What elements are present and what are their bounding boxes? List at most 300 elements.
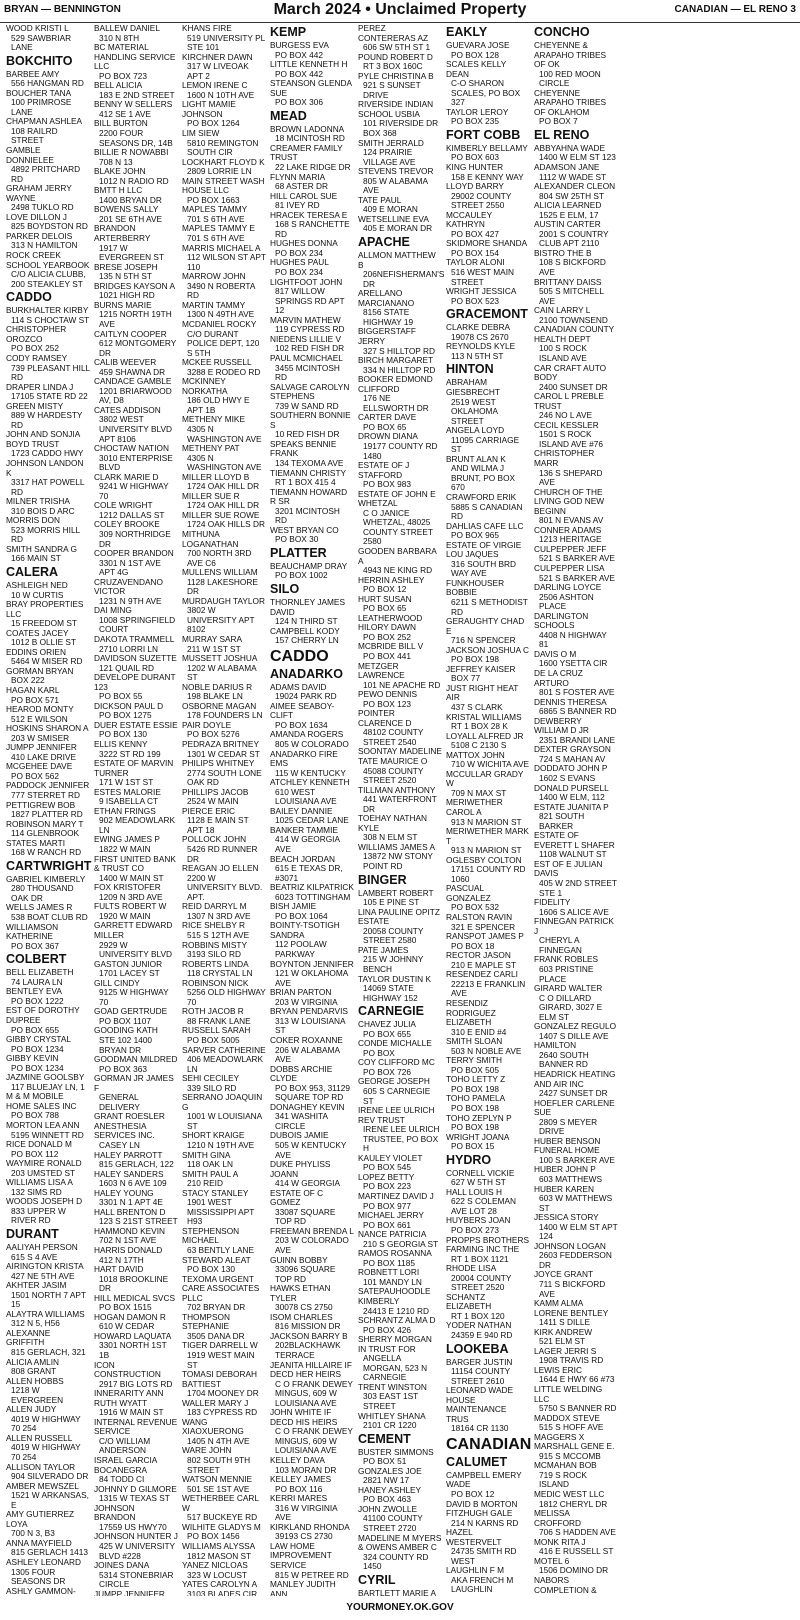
owner-address: 615 S 4 AVE bbox=[11, 1251, 58, 1262]
owner-address: 1812 CHERYL DR bbox=[539, 1498, 608, 1509]
listing-entry bbox=[446, 913, 530, 932]
owner-name: COATES JACEY bbox=[6, 627, 69, 638]
owner-address: 113 N 5TH ST bbox=[451, 350, 504, 361]
listing-entry bbox=[534, 163, 618, 182]
listing-entry bbox=[270, 1284, 354, 1313]
owner-name: KIRCHNER DAWN bbox=[182, 51, 253, 62]
owner-name: POUND ROBERT D bbox=[358, 51, 433, 62]
owner-name: HUBER JOHN P bbox=[534, 1164, 596, 1175]
owner-address: 1025 CEDAR LANE bbox=[275, 815, 349, 826]
owner-address: 74 LAURA LN bbox=[11, 976, 63, 987]
listing-entry bbox=[182, 921, 266, 940]
city-heading: GRACEMONT bbox=[446, 307, 528, 322]
owner-name: MICHAEL JERRY bbox=[358, 1210, 424, 1221]
listing-entry bbox=[182, 1189, 266, 1227]
owner-address: PO BOX 1064 bbox=[275, 910, 328, 921]
owner-name: SKIDMORE SHANDA bbox=[446, 238, 528, 249]
owner-address: PO BOX 1222 bbox=[11, 995, 64, 1006]
owner-address: PO BOX 523 bbox=[451, 295, 499, 306]
owner-name: ESTATE OF MARVIN TURNER bbox=[94, 758, 174, 778]
listing-entry bbox=[358, 1486, 442, 1505]
owner-name: PASCUAL GONZALEZ bbox=[446, 883, 491, 903]
owner-name: CLARKE DEBRA bbox=[446, 322, 511, 333]
owner-name: FLYNN MARIA bbox=[270, 171, 326, 182]
owner-address: 1501 S ROCK ISLAND AVE #76 bbox=[539, 429, 603, 449]
owner-address: 6023 TOTTINGHAM bbox=[275, 891, 351, 902]
owner-address: ANGELLA MORGAN, 523 N CARNEGIE bbox=[363, 1353, 428, 1383]
owner-name: DROWN DIANA bbox=[358, 431, 418, 442]
owner-address: 18 MCINTOSH RD bbox=[275, 133, 345, 144]
listing-entry bbox=[182, 1542, 266, 1561]
owner-name: BRIAN PARTON bbox=[270, 987, 332, 998]
listing-entry bbox=[446, 1528, 530, 1566]
listing-entry bbox=[534, 1385, 618, 1414]
listing-entry bbox=[182, 244, 266, 273]
owner-name: CORNELL VICKIE bbox=[446, 1167, 515, 1178]
owner-address: 913 N MARION ST bbox=[451, 845, 522, 856]
owner-address: CHERYL A FINNEGAN bbox=[539, 935, 582, 955]
owner-name: AALIYAH PERSON bbox=[6, 1241, 78, 1252]
listing-entry bbox=[270, 921, 354, 959]
owner-name: MOTEL 6 bbox=[534, 1555, 570, 1566]
owner-name: DUKE PHYLISS JOANN bbox=[270, 1159, 331, 1179]
listing-entry bbox=[6, 184, 90, 213]
owner-name: KAULEY VIOLET bbox=[358, 1152, 423, 1163]
owner-name: BOWENS SALLY bbox=[94, 204, 159, 215]
owner-address: PO BOX 15 bbox=[451, 1141, 495, 1152]
owner-address: 2001 S COUNTRY CLUB APT 2110 bbox=[539, 228, 609, 249]
listing-entry bbox=[270, 1523, 354, 1542]
listing-entry bbox=[358, 757, 442, 786]
listing-entry bbox=[6, 1558, 90, 1587]
owner-address: 1212 DALLAS ST bbox=[99, 509, 165, 520]
listing-entry bbox=[446, 342, 530, 361]
listing-entry bbox=[446, 426, 530, 455]
owner-address: PO BOX 442 bbox=[275, 49, 323, 60]
owner-address: 11095 CARRIAGE ST bbox=[451, 434, 520, 455]
owner-address: 2351 BRANDI LANE bbox=[539, 734, 616, 745]
owner-address: 3010 ENTERPRISE BLVD bbox=[99, 452, 173, 473]
listing-entry bbox=[270, 1160, 354, 1189]
owner-address: 24413 E 1210 RD bbox=[363, 1305, 429, 1316]
listing-entry bbox=[534, 803, 618, 832]
county-heading: CANADIAN bbox=[446, 1435, 532, 1453]
listing-entry bbox=[534, 1557, 618, 1576]
owner-address: 158 E KENNY WAY bbox=[451, 171, 524, 182]
owner-address: 612 MONTGOMERY DR bbox=[99, 338, 177, 358]
listing-entry bbox=[182, 1046, 266, 1075]
listing-entry bbox=[182, 272, 266, 301]
owner-address: 711 S BICKFORD AVE bbox=[539, 1279, 606, 1299]
owner-name: BISH JAMIE bbox=[270, 901, 317, 912]
listing-entry bbox=[6, 1434, 90, 1463]
owner-name: BIGGERSTAFF JERRY bbox=[358, 326, 416, 346]
owner-address: 33096 SQUARE TOP RD bbox=[275, 1264, 336, 1284]
owner-name: TERRY SMITH bbox=[446, 1055, 502, 1066]
owner-name: HALL LOUIS H bbox=[446, 1186, 502, 1197]
listing-entry bbox=[182, 473, 266, 492]
owner-address: 1701 LACEY ST bbox=[99, 968, 160, 979]
owner-address: 3455 MCINTOSH RD bbox=[275, 362, 340, 383]
owner-address: 6865 S BANNER RD bbox=[539, 706, 617, 717]
owner-name: CAMPBELL EMERY WADE bbox=[446, 1469, 522, 1490]
owner-name: JOHNSON BRANDON bbox=[94, 1502, 136, 1523]
listing-entry bbox=[94, 1561, 178, 1590]
owner-name: DONALD PURSELL bbox=[534, 782, 609, 793]
owner-name: EST OF E JULIAN DAVIS bbox=[534, 858, 603, 879]
owner-address: 889 W HARDESTY RD bbox=[11, 410, 83, 430]
listing-entry bbox=[182, 1399, 266, 1418]
listing-entry bbox=[94, 1208, 178, 1227]
owner-name: HRACEK TERESA E bbox=[270, 209, 348, 220]
listing-entry bbox=[270, 239, 354, 258]
owner-name: FOX KRISTOFER bbox=[94, 882, 161, 893]
owner-name: PHILIPS WHITNEY bbox=[182, 758, 255, 769]
listing-entry bbox=[182, 1313, 266, 1342]
owner-address: 114 GLENBROOK bbox=[11, 828, 80, 839]
owner-name: CAROL L PREBLE TRUST bbox=[534, 391, 604, 411]
owner-name: ROCK CREEK SCHOOL YEARBOOK bbox=[6, 250, 90, 270]
owner-name: CHURCH OF THE LIVING GOD NEW BEGINN bbox=[534, 486, 605, 516]
owner-address: 519 UNIVERSITY PL STE 101 bbox=[187, 32, 265, 53]
listing-entry bbox=[358, 413, 442, 432]
owner-address: 1724 OAK HILL DR bbox=[187, 481, 260, 492]
owner-name: BALLEW DANIEL bbox=[94, 24, 160, 33]
listing-entry bbox=[446, 732, 530, 751]
owner-address: 1405 N 4TH AVE bbox=[187, 1435, 250, 1446]
listing-entry bbox=[6, 1310, 90, 1329]
owner-address: 700 N 3, B3 bbox=[11, 1528, 55, 1539]
listing-entry bbox=[270, 1361, 354, 1409]
owner-address: 183 E 2ND STREET bbox=[99, 89, 175, 100]
owner-name: COOPER BRANDON bbox=[94, 548, 174, 559]
listing-entry bbox=[182, 635, 266, 654]
listing-entry bbox=[358, 1106, 442, 1154]
listing-entry bbox=[270, 354, 354, 383]
owner-address: 121 W OKLAHOMA AVE bbox=[275, 968, 348, 988]
owner-name: FITZHUGH GALE bbox=[446, 1508, 513, 1519]
owner-name: KELLEY JAMES bbox=[270, 1474, 332, 1485]
listing-entry bbox=[446, 1471, 530, 1500]
listing-entry bbox=[6, 923, 90, 952]
column-5 bbox=[356, 24, 444, 1596]
owner-name: CALIB WEEVER bbox=[94, 357, 157, 368]
owner-name: ANADARKO FIRE EMS bbox=[270, 748, 338, 769]
owner-address: PO BOX 1275 bbox=[99, 710, 152, 721]
listing-entry bbox=[534, 1576, 618, 1596]
listing-entry bbox=[6, 1092, 90, 1121]
listing-entry bbox=[6, 1243, 90, 1262]
listing-entry bbox=[6, 497, 90, 516]
owner-address: PO BOX 441 bbox=[363, 651, 411, 661]
listing-entry bbox=[358, 289, 442, 327]
listing-entry bbox=[446, 182, 530, 211]
owner-name: BILL BURTON bbox=[94, 118, 148, 129]
listing-entry bbox=[94, 1389, 178, 1418]
listing-entry bbox=[534, 917, 618, 955]
owner-address: 115 W KENTUCKY bbox=[275, 767, 346, 778]
owner-name: ALAYTRA WILLIAMS bbox=[6, 1308, 85, 1319]
owner-address: 203 W SMISER bbox=[11, 732, 70, 743]
listing-entry bbox=[270, 440, 354, 469]
owner-address: 2640 SOUTH BANNER RD bbox=[539, 1049, 589, 1070]
listing-entry bbox=[446, 1595, 530, 1596]
owner-name: KIMBERLY BELLAMY bbox=[446, 142, 528, 153]
listing-entry bbox=[6, 1377, 90, 1406]
owner-name: ALLMON MATTHEW B bbox=[358, 250, 436, 270]
owner-name: ESTATE OF J STAFFORD bbox=[358, 460, 410, 480]
owner-address: 523 MORRIS HILL RD bbox=[11, 524, 80, 545]
owner-name: MURRAY SARA bbox=[182, 634, 243, 644]
owner-name: MCCAULEY KATHRYN bbox=[446, 209, 492, 230]
owner-address: 117 BLUEJAY LN, 1 bbox=[11, 1081, 85, 1092]
listing-entry bbox=[270, 1332, 354, 1361]
owner-name: CAITLYN COOPER bbox=[94, 328, 167, 339]
owner-address: 11154 COUNTY STREET 2610 bbox=[451, 1366, 511, 1386]
listing-entry bbox=[534, 220, 618, 249]
owner-address: 100 S BARKER AVE bbox=[539, 1154, 615, 1165]
listing-entry bbox=[182, 358, 266, 377]
owner-address: 1400 W ELM, 112 bbox=[539, 792, 605, 803]
listing-entry bbox=[446, 579, 530, 617]
listing-entry bbox=[182, 511, 266, 530]
owner-name: DONAGHEY KEVIN bbox=[270, 1101, 345, 1112]
listing-entry bbox=[6, 545, 90, 564]
owner-name: GRANT ROESLER ANESTHESIA SERVICES INC. bbox=[94, 1111, 165, 1141]
owner-address: 1501 NORTH 7 APT 15 bbox=[11, 1289, 86, 1310]
city-heading: CALUMET bbox=[446, 1454, 508, 1469]
owner-name: JUMPP JENNIFER bbox=[6, 742, 77, 753]
city-heading: ANADARKO bbox=[270, 666, 343, 681]
listing-entry bbox=[182, 81, 266, 100]
owner-address: 1307 N 3RD AVE bbox=[187, 910, 251, 921]
listing-entry bbox=[94, 740, 178, 759]
listing-entry bbox=[6, 1140, 90, 1159]
listing-entry bbox=[534, 392, 618, 421]
owner-name: BELL ALICIA bbox=[94, 80, 143, 91]
owner-name: GORMAN JR JAMES F bbox=[94, 1073, 174, 1093]
owner-address: 801 N EVANS AV bbox=[539, 515, 604, 526]
owner-address: 1901 WEST MISSISSIPPI APT H93 bbox=[187, 1197, 255, 1227]
owner-address: PO BOX 426 bbox=[363, 1324, 411, 1335]
listing-entry bbox=[270, 598, 354, 627]
owner-name: YODER NATHAN bbox=[446, 1320, 512, 1331]
owner-name: CANADIAN COUNTY HEALTH DEPT bbox=[534, 324, 615, 344]
listing-entry bbox=[358, 889, 442, 908]
owner-address: 913 N MARION ST bbox=[451, 816, 522, 827]
owner-name: AUSTIN CARTER bbox=[534, 219, 601, 230]
owner-address: PO BOX 603 bbox=[451, 152, 499, 163]
owner-address: PO BOX 116 bbox=[275, 1483, 323, 1494]
listing-entry bbox=[534, 764, 618, 783]
owner-name: ALLEN RUSSELL bbox=[6, 1432, 73, 1443]
listing-entry bbox=[182, 377, 266, 415]
column-2 bbox=[92, 24, 180, 1596]
owner-name: FUNKHOUSER BOBBIE bbox=[446, 577, 505, 598]
listing-entry bbox=[94, 1246, 178, 1265]
listing-entry bbox=[534, 1442, 618, 1461]
owner-address: PO BOX 51 bbox=[363, 1456, 407, 1467]
listing-entry bbox=[270, 1103, 354, 1132]
listing-entry bbox=[270, 1065, 354, 1103]
owner-name: TAYLOR DUSTIN K bbox=[358, 973, 431, 984]
city-heading: FORT COBB bbox=[446, 127, 521, 142]
owner-name: CAR CRAFT AUTO BODY bbox=[534, 362, 607, 383]
owner-address: PO BOX 273 bbox=[451, 1224, 499, 1235]
owner-name: BOYNTON JENNIFER bbox=[270, 958, 354, 969]
owner-name: LITTLE WELDING LLC bbox=[534, 1384, 603, 1404]
owner-address: 615 E TEXAS DR, #3071 bbox=[275, 863, 343, 883]
owner-name: CODY RAMSEY bbox=[6, 352, 68, 363]
owner-name: GORMAN BRYAN bbox=[6, 665, 74, 676]
owner-name: FIDELITY bbox=[534, 897, 571, 908]
owner-address: 716 N SPENCER bbox=[451, 635, 516, 646]
owner-name: SOUTHERN BONNIE S bbox=[270, 410, 351, 430]
owner-name: LOVE DILLON J bbox=[6, 211, 67, 222]
owner-address: 136 S SHEPARD AVE bbox=[539, 467, 603, 488]
owner-address: PO BOX 1107 bbox=[99, 1015, 151, 1026]
owner-address: PO BOX 18 bbox=[451, 940, 495, 951]
owner-address: 817 WILLOW SPRINGS RD APT 12 bbox=[275, 286, 345, 316]
listing-entry bbox=[94, 578, 178, 607]
owner-name: NANCE PATRICIA bbox=[358, 1229, 427, 1240]
owner-name: BEAUCHAMP DRAY bbox=[270, 560, 348, 571]
listing-entry bbox=[182, 702, 266, 721]
owner-address: 68 ASTER DR bbox=[275, 181, 329, 192]
owner-name: KIRKLAND RHONDA bbox=[270, 1521, 350, 1532]
owner-name: DAVIDSON SUZETTE bbox=[94, 653, 177, 664]
owner-address: 1301 W CEDAR ST bbox=[187, 748, 260, 759]
owner-name: DOBBS ARCHIE CLYDE bbox=[270, 1063, 333, 1084]
owner-name: MARTIN TAMMY bbox=[182, 299, 246, 310]
owner-address: 303 EAST 1ST STREET bbox=[363, 1391, 419, 1412]
listing-entry bbox=[358, 690, 442, 709]
listing-entry bbox=[358, 1534, 442, 1572]
listing-entry bbox=[270, 488, 354, 526]
owner-address: 121 QUAIL RD bbox=[99, 662, 155, 673]
owner-name: GILL CINDY bbox=[94, 977, 140, 988]
owner-name: RAMOS ROSANNA bbox=[358, 1248, 432, 1259]
owner-address: PO BOX 532 bbox=[451, 902, 499, 913]
owner-address: RT 3 BOX 160C bbox=[363, 61, 423, 72]
owner-name: STEPHENSON MICHAEL bbox=[182, 1225, 240, 1246]
listing-entry bbox=[534, 1165, 618, 1184]
owner-name: JOHN ZWOLLE bbox=[358, 1503, 418, 1514]
listing-entry bbox=[270, 1256, 354, 1285]
owner-address: 119 CYPRESS RD bbox=[275, 324, 345, 335]
owner-name: JOHNSON LOGAN bbox=[534, 1240, 606, 1251]
owner-name: GASTON JUNIOR bbox=[94, 958, 163, 969]
owner-name: RUSSELL SARAH bbox=[182, 1025, 251, 1036]
owner-name: DRAPER LINDA J bbox=[6, 381, 74, 392]
owner-address: 1407 S DILLE AVE bbox=[539, 1030, 609, 1041]
owner-address: 1411 S DILLE bbox=[539, 1317, 591, 1328]
owner-name: ESTATE OF VIRGIE LOU JAQUES bbox=[446, 539, 522, 560]
owner-address: 2774 SOUTH LONE OAK RD bbox=[187, 767, 262, 788]
listing-entry bbox=[358, 614, 442, 643]
owner-address: PO BOX 723 bbox=[99, 70, 147, 81]
owner-address: 5885 S CANADIAN RD bbox=[451, 501, 523, 522]
column-6 bbox=[444, 24, 532, 1596]
owner-name: HALL BRENTON D bbox=[94, 1206, 166, 1217]
owner-name: TRENT WINSTON bbox=[358, 1381, 427, 1392]
owner-name: JEANITA HILLAIRE IF DECD HER HEIRS bbox=[270, 1359, 352, 1380]
listing-entry bbox=[94, 1055, 178, 1074]
owner-name: ALLEN HOBBS bbox=[6, 1375, 64, 1386]
owner-address: 203 UMSTED ST bbox=[11, 1167, 76, 1178]
owner-address: 441 WATERFRONT DR bbox=[363, 794, 437, 814]
listing-entry bbox=[534, 182, 618, 201]
owner-name: JUMPP JENNIFER bbox=[94, 1588, 165, 1596]
listing-entry bbox=[94, 1026, 178, 1055]
listing-entry bbox=[182, 1475, 266, 1494]
owner-name: RICE SHELBY R bbox=[182, 920, 246, 931]
listing-entry bbox=[6, 1035, 90, 1054]
owner-address: 112 WILSON ST APT 110 bbox=[187, 252, 266, 272]
owner-address: 118 CRYSTAL LN bbox=[187, 968, 253, 979]
listing-entry bbox=[534, 1414, 618, 1433]
owner-name: WALLER MARY J bbox=[182, 1397, 249, 1408]
listing-entry bbox=[6, 743, 90, 762]
owner-address: 41100 COUNTY STREET 2720 bbox=[363, 1513, 423, 1534]
owner-name: AMANDA ROGERS bbox=[270, 729, 344, 740]
listing-entry bbox=[358, 1230, 442, 1249]
listing-entry bbox=[94, 1074, 178, 1112]
owner-address: PO BOX 1456 bbox=[187, 1531, 240, 1542]
listing-entry bbox=[534, 41, 618, 89]
owner-address: 1213 HERITAGE bbox=[539, 534, 602, 545]
owner-name: DICKSON PAUL D bbox=[94, 700, 164, 711]
owner-address: 45088 COUNTY STREET 2520 bbox=[363, 765, 424, 786]
listing-entry bbox=[182, 1256, 266, 1275]
listing-entry bbox=[6, 325, 90, 354]
listing-entry bbox=[446, 258, 530, 287]
owner-name: BRESE JOSEPH bbox=[94, 261, 158, 272]
listing-entry bbox=[534, 1070, 618, 1099]
owner-name: GUINN BOBBY bbox=[270, 1254, 328, 1265]
owner-address: PO BOX 5276 bbox=[187, 729, 240, 740]
owner-name: HART DAVID bbox=[94, 1264, 144, 1275]
listing-entry bbox=[94, 702, 178, 721]
listing-entry bbox=[358, 1383, 442, 1412]
listing-entry bbox=[358, 576, 442, 595]
owner-name: CHRISTOPHER MARR bbox=[534, 448, 595, 468]
owner-name: MARRIS MICHAEL A bbox=[182, 242, 261, 253]
owner-name: ESTATE OF C GOMEZ bbox=[270, 1187, 324, 1208]
owner-name: ELLIS KENNY bbox=[94, 739, 148, 750]
owner-address: 505 S MITCHELL AVE bbox=[539, 286, 604, 306]
owner-address: PO BOX 198 bbox=[451, 1083, 499, 1094]
owner-address: PO BOX 661 bbox=[363, 1219, 411, 1230]
owner-name: DAVID B MORTON bbox=[446, 1498, 518, 1509]
owner-address: 1602 S EVANS bbox=[539, 773, 596, 784]
owner-address: 805 W COLORADO bbox=[275, 739, 349, 749]
owner-name: PARKER DELOIS bbox=[6, 230, 73, 241]
owner-name: NIEDENS LILLIE V bbox=[270, 333, 342, 344]
owner-address: 1724 OAK HILLS DR bbox=[187, 519, 265, 530]
owner-name: AIRINGTON KRISTA bbox=[6, 1261, 84, 1272]
owner-address: PO BOX 571 bbox=[11, 694, 59, 705]
owner-name: EST OF DOROTHY DUPREE bbox=[6, 1005, 80, 1025]
owner-address: 214 N KARNS RD bbox=[451, 1517, 519, 1528]
owner-address: 5314 STONEBRIAR CIRCLE bbox=[99, 1569, 174, 1590]
listing-entry bbox=[446, 455, 530, 493]
listing-entry bbox=[6, 968, 90, 987]
owner-address: 1400 W ELM ST APT 124 bbox=[539, 1221, 618, 1242]
owner-name: CAIN LARRY L bbox=[534, 305, 591, 316]
listing-entry bbox=[182, 53, 266, 82]
listing-entry bbox=[6, 667, 90, 686]
